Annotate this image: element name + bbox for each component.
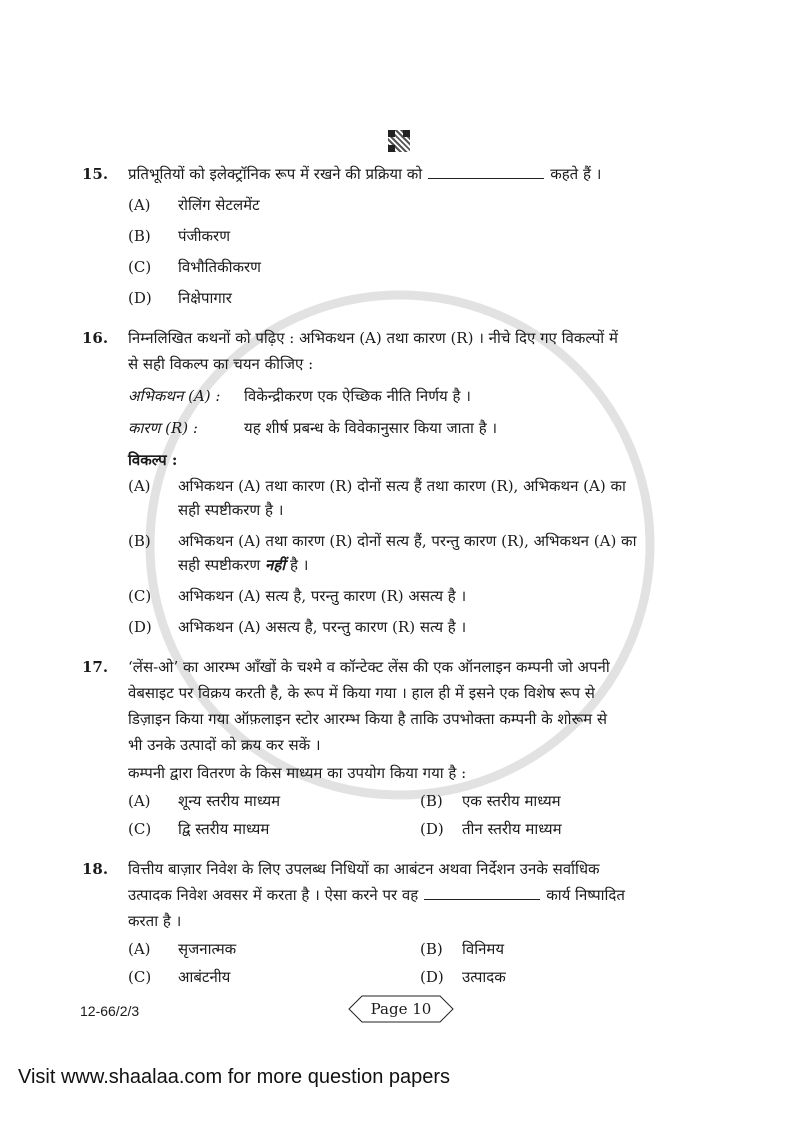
page-number: Page 10 [370,1000,432,1018]
option-label: (A) [128,940,151,958]
question-15 [82,162,682,310]
footer-link[interactable]: Visit www.shaalaa.com for more question papers [18,1066,451,1088]
option-label: (D) [128,289,152,307]
option-text: आबंटनीय [178,968,231,986]
question-text: से सही विकल्प का चयन कीजिए : [128,355,314,373]
question-text: वेबसाइट पर विक्रय करती है, के रूप में किया गया । हाल ही में इसने एक विशेष रूप से [128,684,595,702]
option-label: (D) [128,618,152,636]
question-text: भी उनके उत्पादों को क्रय कर सकें । [128,736,321,754]
question-text: उत्पादक निवेश अवसर में करता है । ऐसा करने पर वह [128,886,419,904]
option-text: उत्पादक [462,968,506,986]
option-text: शून्य स्तरीय माध्यम [178,792,281,810]
question-text: कहते हैं । [550,165,602,183]
option-text: अभिकथन (A) तथा कारण (R) दोनों सत्य हैं, परन्तु कारण (R), अभिकथन (A) का [178,532,637,550]
option-label: (B) [128,532,151,550]
option-label: (B) [128,227,151,245]
answer-blank [424,887,540,900]
question-number: 18. [82,860,109,878]
option-text: विभौतिकीकरण [178,258,261,276]
question-text: प्रतिभूतियों को इलेक्ट्रॉनिक रूप में रखने की प्रक्रिया को [128,165,423,183]
option-label: (C) [128,587,152,605]
option-label: (C) [128,968,152,986]
question-number: 17. [82,658,109,676]
question-text: ‘लेंस-ओ’ का आरम्भ आँखों के चश्मे व कॉन्टेक्ट लेंस की एक ऑनलाइन कम्पनी जो अपनी [128,658,610,676]
assertion-text: विकेन्द्रीकरण एक ऐच्छिक नीति निर्णय है । [244,387,471,405]
option-text: सृजनात्मक [178,940,237,958]
option-label: (A) [128,792,151,810]
question-text: डिज़ाइन किया गया ऑफ़लाइन स्टोर आरम्भ किया है ताकि उपभोक्ता कम्पनी के शोरूम से [128,710,608,728]
reason-label: कारण (R) : [128,419,198,437]
question-16 [82,326,682,639]
question-number: 16. [82,329,109,347]
option-text: अभिकथन (A) सत्य है, परन्तु कारण (R) असत्य है । [178,587,467,605]
paper-code: 12-66/2/3 [80,1003,140,1019]
option-text: विनिमय [462,940,505,958]
option-text: सही स्पष्टीकरण [178,556,261,574]
question-17 [82,655,682,841]
option-label: (C) [128,258,152,276]
answer-blank [428,166,544,179]
option-text: सही स्पष्टीकरण है । [178,501,284,519]
emphasis-text: नहीं [265,556,286,574]
question-text: कार्य निष्पादित [546,886,625,904]
option-text: तीन स्तरीय माध्यम [462,820,562,838]
page-footer [82,995,682,1025]
assertion-label: अभिकथन (A) : [128,387,221,405]
option-label: (A) [128,477,151,495]
option-text: अभिकथन (A) तथा कारण (R) दोनों सत्य हैं तथा कारण (R), अभिकथन (A) का [178,477,626,495]
option-text: है । [290,556,309,574]
option-text: रोलिंग सेटलमेंट [178,196,260,214]
question-text: निम्नलिखित कथनों को पढ़िए : अभिकथन (A) तथा कारण (R) । नीचे दिए गए विकल्पों में [128,329,618,347]
option-text: पंजीकरण [178,227,231,245]
options-heading: विकल्प : [128,451,178,469]
question-18 [82,857,682,989]
option-text: निक्षेपागार [178,289,232,307]
question-text: वित्तीय बाज़ार निवेश के लिए उपलब्ध निधियों का आबंटन अथवा निर्देशन उनके सर्वाधिक [128,860,600,878]
reason-text: यह शीर्ष प्रबन्ध के विवेकानुसार किया जाता है । [244,419,498,437]
question-text: करता है । [128,912,182,930]
option-label: (B) [420,792,443,810]
option-label: (C) [128,820,152,838]
option-label: (A) [128,196,151,214]
question-number: 15. [82,165,109,183]
qr-code-icon [388,130,410,152]
option-text: अभिकथन (A) असत्य है, परन्तु कारण (R) सत्य है । [178,618,467,636]
option-text: द्वि स्तरीय माध्यम [178,820,270,838]
option-text: एक स्तरीय माध्यम [462,792,561,810]
option-label: (D) [420,968,444,986]
option-label: (D) [420,820,444,838]
question-text: कम्पनी द्वारा वितरण के किस माध्यम का उपयोग किया गया है : [128,764,467,782]
option-label: (B) [420,940,443,958]
question-paper [82,162,682,1025]
